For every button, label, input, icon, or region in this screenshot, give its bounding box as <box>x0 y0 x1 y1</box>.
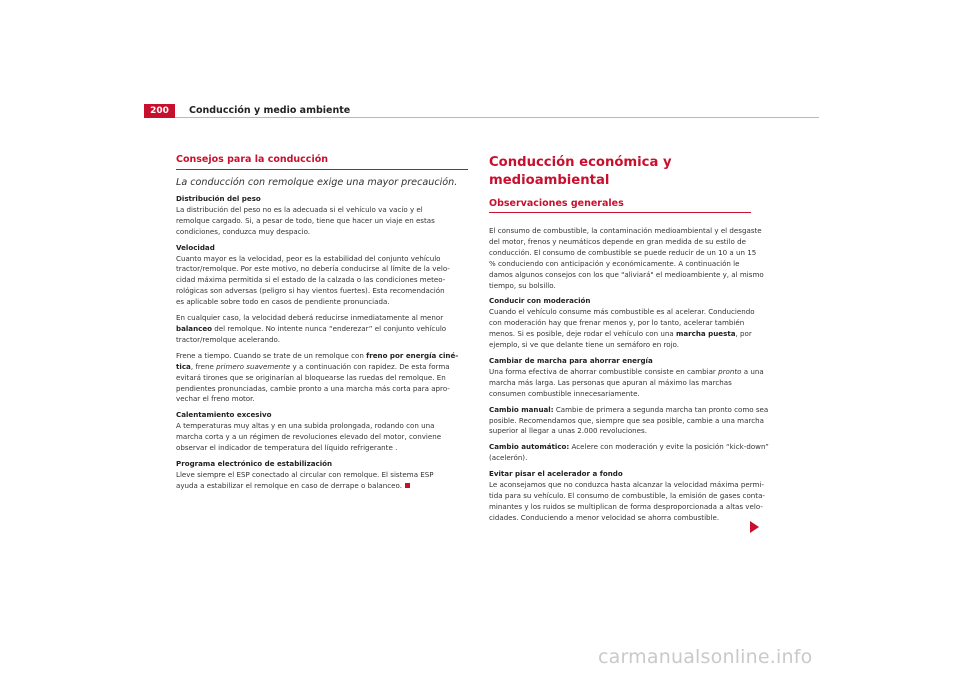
left-column <box>176 154 468 497</box>
text-line: evitará tirones que se originarían al bloquearse las ruedas del remolque. En <box>176 372 446 382</box>
text-line: cidades. Conduciendo a menor velocidad se ahorra combustible. <box>489 512 720 522</box>
text-line <box>176 351 468 362</box>
bold-term: Cambio manual: <box>489 404 554 414</box>
text-line <box>489 367 771 378</box>
text-line: A temperaturas muy altas y en una subida prolongada, rodando con una <box>176 421 435 431</box>
text-span: , por <box>735 329 752 339</box>
text-line <box>176 362 468 373</box>
running-title: Conducción y medio ambiente <box>189 105 351 116</box>
intro-paragraph <box>489 226 771 291</box>
text-line: cidad máxima permitida si el estado de la calzada o las condiciones meteo- <box>176 275 446 285</box>
block-cambio-automatico <box>489 442 771 464</box>
heading-moderacion: Conducir con moderación <box>489 296 591 306</box>
heading-acelerador: Evitar pisar el acelerador a fondo <box>489 469 623 479</box>
text-line: Cuanto mayor es la velocidad, peor es la estabilidad del conjunto vehículo <box>176 253 441 263</box>
text-line: minantes y los ruidos se multiplican de forma desproporcionada a altas velo- <box>489 501 763 511</box>
text-span: Frene a tiempo. Cuando se trate de un remolque con <box>176 350 367 360</box>
text-line: tractor/remolque acelerando. <box>176 334 281 344</box>
text-line: del motor, frenos y neumáticos depende en gran medida de su estilo de <box>489 236 746 246</box>
text-line: superior al llegar a unas 2.000 revoluciones. <box>489 426 647 436</box>
text-line: tiempo, su bolsillo. <box>489 280 556 290</box>
text-line: remolque cargado. Si, a pesar de todo, tiene que hacer un viaje en estas <box>176 215 435 225</box>
text-line: tractor/remolque. Por este motivo, no debería conducirse al límite de la velo- <box>176 264 450 274</box>
end-of-section-marker-icon <box>405 483 410 488</box>
bold-term: tica <box>176 361 191 371</box>
text-line: En cualquier caso, la velocidad deberá reducirse inmediatamente al menor <box>176 313 444 323</box>
text-line <box>176 481 468 492</box>
block-acelerador <box>489 469 771 524</box>
text-span: Cambie de primera a segunda marcha tan pronto como sea <box>553 404 769 414</box>
heading-cambiar-marcha: Cambiar de marcha para ahorrar energía <box>489 355 653 365</box>
bold-term: balanceo <box>176 323 213 333</box>
text-span: , frene <box>190 361 217 371</box>
text-line: (acelerón). <box>489 453 528 463</box>
heading-esp: Programa electrónico de estabilización <box>176 458 333 468</box>
section-title-observaciones: Observaciones generales <box>489 198 751 213</box>
text-line: marcha más larga. Las personas que apuran al máximo las marchas <box>489 377 732 387</box>
text-line <box>489 442 771 453</box>
text-line: marcha corta y a un régimen de revoluciones elevado del motor, conviene <box>176 432 442 442</box>
text-line: condiciones, conduzca muy despacio. <box>176 226 311 236</box>
text-span: ayuda a estabilizar el remolque en caso de derrape o balanceo. <box>176 480 402 490</box>
text-line: pendientes pronunciadas, cambie pronto a una marcha más corta para apro- <box>176 383 450 393</box>
text-line: con moderación hay que frenar menos y, por lo tanto, acelerar también <box>489 318 745 328</box>
section-title-consejos: Consejos para la conducción <box>176 154 468 170</box>
text-line: observar el indicador de temperatura del líquido refrigerante . <box>176 443 398 453</box>
text-line: consumen combustible innecesariamente. <box>489 388 640 398</box>
heading-velocidad: Velocidad <box>176 242 215 252</box>
block-cambio-manual <box>489 405 771 438</box>
block-balanceo <box>176 313 468 346</box>
text-line: es aplicable sobre todo en casos de pendiente pronunciada. <box>176 297 390 307</box>
text-span: Una forma efectiva de ahorrar combustible consiste en cambiar <box>489 366 719 376</box>
text-line: rológicas son adversas (peligro si hay vientos fuertes). Esta recomendación <box>176 286 445 296</box>
watermark: carmanualsonline.info <box>598 646 813 668</box>
block-frenado <box>176 351 468 406</box>
heading-calentamiento: Calentamiento excesivo <box>176 410 272 420</box>
text-line: conducción. El consumo de combustible se puede reducir de un 10 a un 15 <box>489 247 757 257</box>
text-span: menos. Si es posible, deje rodar el vehículo con una <box>489 329 676 339</box>
text-line: El consumo de combustible, la contaminación medioambiental y el desgaste <box>489 226 762 235</box>
text-line: Lleve siempre el ESP conectado al circular con remolque. El sistema ESP <box>176 469 434 479</box>
text-span: a una <box>741 366 764 376</box>
text-span: del remolque. No intente nunca “enderezar” el conjunto vehículo <box>212 323 447 333</box>
block-calentamiento <box>176 410 468 454</box>
block-velocidad <box>176 243 468 308</box>
text-span: Acelere con moderación y evite la posición “kick-down” <box>569 442 769 452</box>
section-subtitle: La conducción con remolque exige una mayor precaución. <box>176 177 458 188</box>
italic-term: primero suavemente <box>216 361 291 371</box>
bold-term: marcha puesta <box>675 329 736 339</box>
continue-arrow-icon <box>750 521 759 533</box>
text-line: tida para su vehículo. El consumo de combustible, la emisión de gases conta- <box>489 490 765 500</box>
block-cambiar-marcha <box>489 356 771 400</box>
italic-term: pronto <box>718 366 742 376</box>
text-line <box>489 405 771 416</box>
text-line: ejemplo, si ve que delante tiene un semáforo en rojo. <box>489 340 680 350</box>
text-line: La distribución del peso no es la adecuada si el vehículo va vacío y el <box>176 204 423 214</box>
text-span: y a continuación con rapidez. De esta forma <box>290 361 450 371</box>
text-line: vechar el freno motor. <box>176 394 255 404</box>
heading-distribucion: Distribución del peso <box>176 194 261 203</box>
block-moderacion <box>489 296 771 351</box>
text-line: Cuando el vehículo consume más combustible es al acelerar. Conduciendo <box>489 307 755 317</box>
text-line: % conduciendo con anticipación y económicamente. A continuación le <box>489 258 740 268</box>
right-column <box>489 154 771 529</box>
chapter-title: Conducción económica y medioambiental <box>489 155 672 188</box>
page-number: 200 <box>144 104 175 118</box>
text-line: damos algunos consejos con los que "aliviará" el medioambiente y, al mismo <box>489 269 764 279</box>
block-esp <box>176 459 468 492</box>
text-line <box>176 324 468 335</box>
text-line <box>489 329 771 340</box>
bold-term: freno por energía ciné- <box>366 350 459 360</box>
text-line: posible. Recomendamos que, siempre que sea posible, cambie a una marcha <box>489 415 764 425</box>
text-line: Le aconsejamos que no conduzca hasta alcanzar la velocidad máxima permi- <box>489 480 764 490</box>
block-distribucion <box>176 194 468 238</box>
bold-term: Cambio automático: <box>489 442 570 452</box>
